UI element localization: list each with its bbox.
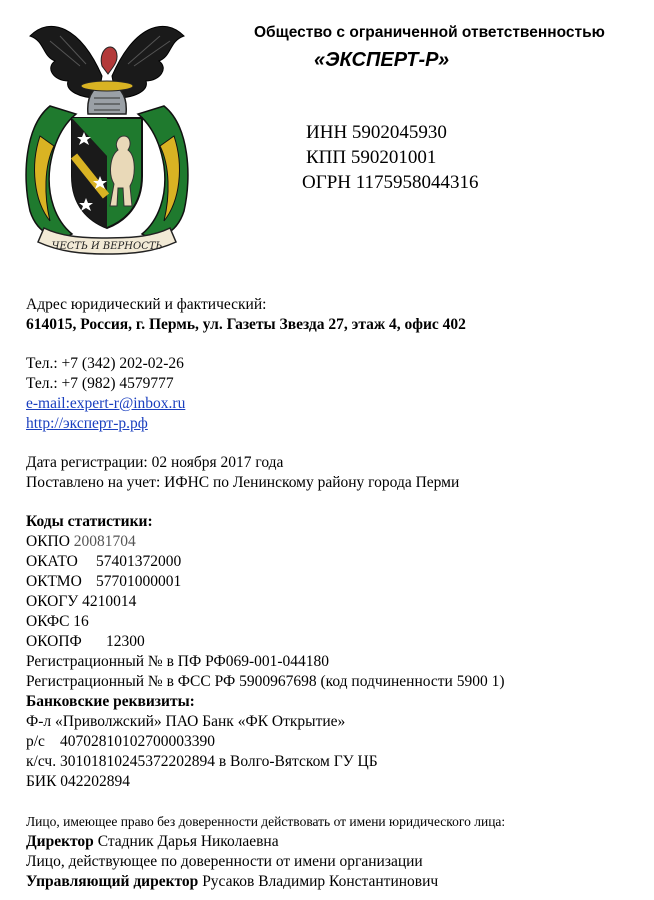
okopf-value: 12300 <box>106 633 145 650</box>
oktmo-value: 57701000001 <box>96 573 182 590</box>
okato-row <box>26 552 646 572</box>
tax-office: Поставлено на учет: ИФНС по Ленинскому району города Перми <box>26 474 460 491</box>
manager-title: Управляющий директор <box>26 873 199 890</box>
okpo-row <box>26 532 646 552</box>
director-row <box>26 832 646 852</box>
motto-text: ЧЕСТЬ И ВЕРНОСТЬ <box>51 241 163 252</box>
inn: ИНН 5902045930 <box>306 122 447 143</box>
address-label: Адрес юридический и фактический: <box>26 296 267 313</box>
ogrn: ОГРН 1175958044316 <box>302 172 479 193</box>
director-title: Директор <box>26 833 94 850</box>
okato-value: 57401372000 <box>96 553 182 570</box>
okopf-label: ОКОПФ <box>26 633 82 650</box>
okato-label: ОКАТО <box>26 553 78 570</box>
director-name: Стадник Дарья Николаевна <box>93 833 279 850</box>
address-value: 614015, Россия, г. Пермь, ул. Газеты Звезда 27, этаж 4, офис 402 <box>26 316 466 333</box>
account-row <box>26 732 646 752</box>
bik: БИК 042202894 <box>26 773 131 790</box>
registration-date: Дата регистрации: 02 ноября 2017 года <box>26 454 284 471</box>
kpp: КПП 590201001 <box>306 147 437 168</box>
account-value: 40702810102700003390 <box>60 733 215 750</box>
manager-row <box>26 872 646 892</box>
manager-name: Русаков Владимир Константинович <box>198 873 439 890</box>
okopf-row <box>26 632 646 652</box>
organization-name: «ЭКСПЕРТ-Р» <box>314 49 450 71</box>
corr-account: к/сч. 30101810245372202894 в Волго-Вятском ГУ ЦБ <box>26 753 378 770</box>
bank-name: Ф-л «Приволжский» ПАО Банк «ФК Открытие» <box>26 713 346 730</box>
okpo-label: ОКПО <box>26 533 70 550</box>
statistics-heading: Коды статистики: <box>26 513 153 530</box>
okfs: ОКФС 16 <box>26 613 89 630</box>
account-label: р/с <box>26 733 45 750</box>
website-link[interactable]: http://эксперт-р.рф <box>26 415 148 432</box>
email-link[interactable]: e-mail:expert-r@inbox.ru <box>26 395 186 412</box>
pf-registration: Регистрационный № в ПФ РФ069-001-044180 <box>26 653 330 670</box>
bank-heading: Банковские реквизиты: <box>26 693 195 710</box>
okpo-value: 20081704 <box>73 533 136 550</box>
registration-ids <box>302 120 479 195</box>
phone-1: Тел.: +7 (342) 202-02-26 <box>26 355 184 372</box>
fss-registration: Регистрационный № в ФСС РФ 5900967698 (код подчиненности 5900 1) <box>26 673 505 690</box>
proxy-note: Лицо, действующее по доверенности от имени организации <box>26 853 423 870</box>
okogu: ОКОГУ 4210014 <box>26 593 137 610</box>
coat-of-arms-logo <box>20 6 194 256</box>
company-details <box>26 295 646 892</box>
authority-note: Лицо, имеющее право без доверенности действовать от имени юридического лица: <box>26 814 506 829</box>
phone-2: Тел.: +7 (982) 4579777 <box>26 375 174 392</box>
oktmo-label: ОКТМО <box>26 573 82 590</box>
oktmo-row <box>26 572 646 592</box>
organization-type: Общество с ограниченной ответственностью <box>254 24 605 41</box>
